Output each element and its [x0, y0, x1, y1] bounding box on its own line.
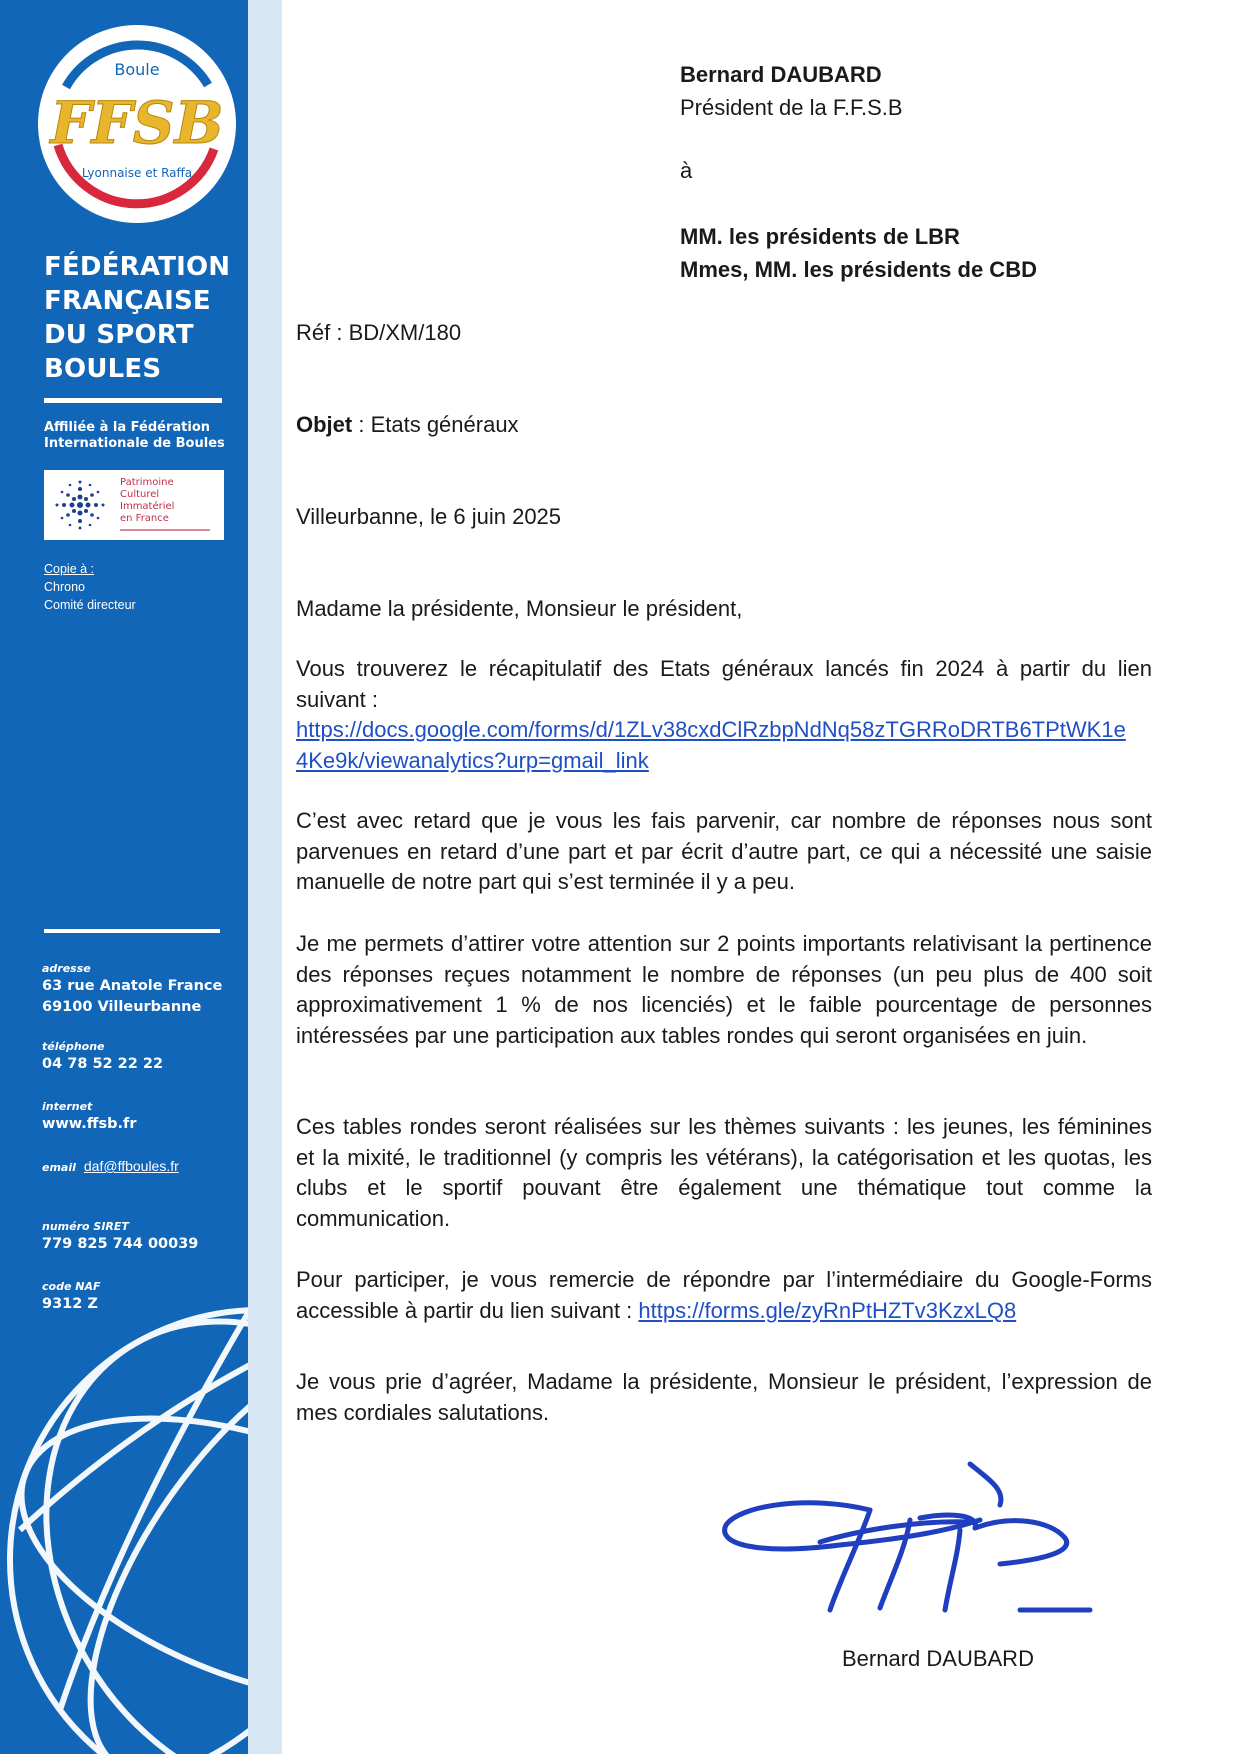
object-label: Objet	[296, 412, 353, 437]
recipient-line: MM. les présidents de LBR	[680, 224, 960, 249]
phone-label: téléphone	[42, 1040, 105, 1053]
salutation: Madame la présidente, Monsieur le président,	[296, 596, 743, 621]
pci-subline	[120, 529, 210, 531]
pci-badge	[44, 470, 224, 540]
copy-label: Copie à :	[44, 562, 95, 576]
reference: Réf : BD/XM/180	[296, 320, 462, 345]
divider	[44, 398, 222, 403]
sender-name: Bernard DAUBARD	[680, 62, 882, 87]
paragraph-1-text: Vous trouverez le récapitulatif des Etats généraux lancés fin 2024 à partir du lien suivant :	[296, 656, 1152, 712]
phone-value: 04 78 52 22 22	[42, 1056, 164, 1072]
federation-title-line: FRANÇAISE	[44, 286, 211, 316]
naf-value: 9312 Z	[42, 1296, 98, 1312]
contact-email	[42, 1158, 179, 1175]
signature-name: Bernard DAUBARD	[842, 1646, 1034, 1671]
paragraph-4: Ces tables rondes seront réalisées sur les thèmes suivants : les jeunes, les féminines et la mixité, le traditionnel (y compris les vétérans), la catégorisation et les quotas, les clubs et le sportif pouvant être également une thématique tout comme la communication.	[296, 1114, 1152, 1231]
web-link[interactable]: www.ffsb.fr	[42, 1116, 137, 1132]
affiliation-line: Internationale de Boules	[44, 436, 225, 451]
object-text: : Etats généraux	[352, 412, 519, 437]
globe-decoration	[0, 1230, 248, 1754]
address-line: 63 rue Anatole France	[42, 978, 223, 994]
affiliation-line: Affiliée à la Fédération	[44, 420, 211, 435]
contact-siret	[42, 1220, 198, 1255]
to-word: à	[680, 158, 693, 183]
contact-naf	[42, 1280, 100, 1315]
paragraph-2: C’est avec retard que je vous les fais parvenir, car nombre de réponses nous sont parvenues en retard d’une part et par écrit d’autre part, ce qui a nécessité une saisie manuelle de notre part qui s’est terminée il y a peu.	[296, 808, 1152, 894]
siret-value: 779 825 744 00039	[42, 1236, 199, 1252]
object-line	[296, 410, 519, 440]
logo-text-top: Boule	[114, 60, 160, 79]
logo-text-bottom: Lyonnaise et Raffa	[81, 166, 193, 180]
siret-label: numéro SIRET	[42, 1220, 129, 1233]
divider	[44, 929, 220, 933]
email-link[interactable]: daf@ffboules.fr	[83, 1158, 179, 1174]
forms-link[interactable]: https://forms.gle/zyRnPtHZTv3KzxLQ8	[638, 1297, 1017, 1323]
pci-dots-icon	[52, 478, 108, 532]
paragraph-5-text: Pour participer, je vous remercie de répondre par l’intermédiaire du Google-Forms accessible à partir du lien suivant :	[296, 1267, 1152, 1323]
pci-line: Immatériel	[120, 501, 175, 512]
address-line: 69100 Villeurbanne	[42, 999, 202, 1015]
federation-title-line: DU SPORT	[44, 320, 194, 350]
contact-address	[42, 962, 222, 1018]
address-label: adresse	[42, 962, 91, 975]
recipient-line: Mmes, MM. les présidents de CBD	[680, 257, 1037, 282]
contact-phone	[42, 1040, 163, 1075]
email-label: email	[42, 1161, 76, 1174]
paragraph-1	[296, 654, 1152, 776]
copy-list	[44, 560, 136, 614]
copy-item: Comité directeur	[44, 598, 136, 612]
analytics-link[interactable]: https://docs.google.com/forms/d/1ZLv38cxdClRzbpNdNq58zTGRRoDRTB6TPtWK1e	[296, 717, 1126, 742]
paragraph-3: Je me permets d’attirer votre attention sur 2 points importants relativisant la pertinence des réponses reçues notamment le nombre de réponses (un peu plus de 400 soit approximativement 1 % de nos licenciés) et le faible pourcentage de personnes intéressées par une participation aux tables rondes qui seront organisées en juin.	[296, 931, 1152, 1048]
web-label: internet	[42, 1100, 93, 1113]
sidebar-accent-strip	[248, 0, 282, 1754]
federation-title	[44, 250, 244, 386]
copy-item: Chrono	[44, 580, 85, 594]
pci-line: Patrimoine	[120, 477, 174, 488]
pci-line: Culturel	[120, 489, 160, 500]
logo-monogram: FFSB	[50, 89, 224, 157]
contact-web	[42, 1100, 137, 1135]
ffsb-logo	[38, 25, 236, 223]
federation-title-line: BOULES	[44, 354, 162, 384]
closing-paragraph: Je vous prie d’agréer, Madame la présidente, Monsieur le président, l’expression de mes cordiales salutations.	[296, 1369, 1152, 1425]
affiliation-text	[44, 420, 244, 452]
naf-label: code NAF	[42, 1280, 101, 1293]
pci-text	[120, 477, 220, 525]
handwritten-signature	[720, 1460, 1100, 1630]
place-date: Villeurbanne, le 6 juin 2025	[296, 504, 562, 529]
federation-title-line: FÉDÉRATION	[44, 252, 231, 282]
analytics-link-continued[interactable]: 4Ke9k/viewanalytics?urp=gmail_link	[296, 747, 649, 773]
sender-title: Président de la F.F.S.B	[680, 95, 903, 120]
pci-line: en France	[120, 513, 169, 524]
paragraph-5	[296, 1265, 1152, 1326]
letterhead-sidebar	[0, 0, 248, 1754]
